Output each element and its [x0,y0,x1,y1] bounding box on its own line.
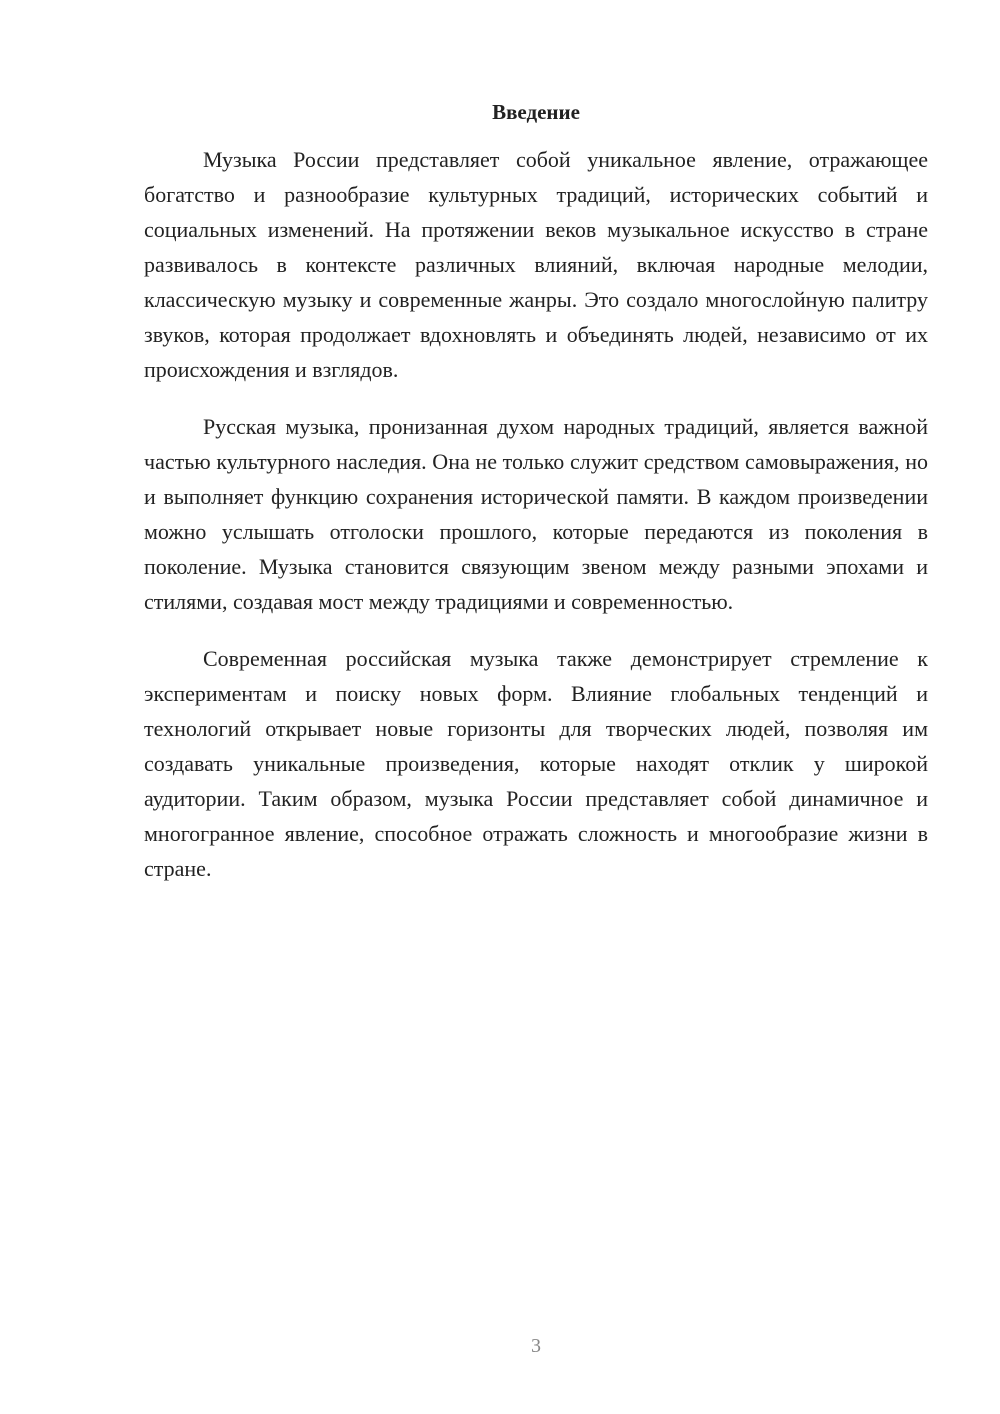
page-number: 3 [531,1335,541,1357]
paragraph-1: Музыка России представляет собой уникальное явление, отражающее богатство и разнообразие культурных традиций, исторических событий и социальных изменений. На протяжении веков музыкальное искусство в стране развивалось в контексте различных влияний, включая народные мелодии, классическую музыку и современные жанры. Это создало многослойную палитру звуков, которая продолжает вдохновлять и объединять людей, независимо от их происхождения и взглядов. [144,147,928,382]
section-heading: Введение [492,100,580,124]
paragraph-2: Русская музыка, пронизанная духом народных традиций, является важной частью культурного наследия. Она не только служит средством самовыражения, но и выполняет функцию сохранения исторической памяти. В каждом произведении можно услышать отголоски прошлого, которые передаются из поколения в поколение. Музыка становится связующим звеном между разными эпохами и стилями, создавая мост между традициями и современностью. [144,414,928,614]
paragraph-3: Современная российская музыка также демонстрирует стремление к экспериментам и поиску новых форм. Влияние глобальных тенденций и технологий открывает новые горизонты для творческих людей, позволяя им создавать уникальные произведения, которые находят отклик у широкой аудитории. Таким образом, музыка России представляет собой динамичное и многогранное явление, способное отражать сложность и многообразие жизни в стране. [144,646,928,881]
body-text [144,142,928,908]
